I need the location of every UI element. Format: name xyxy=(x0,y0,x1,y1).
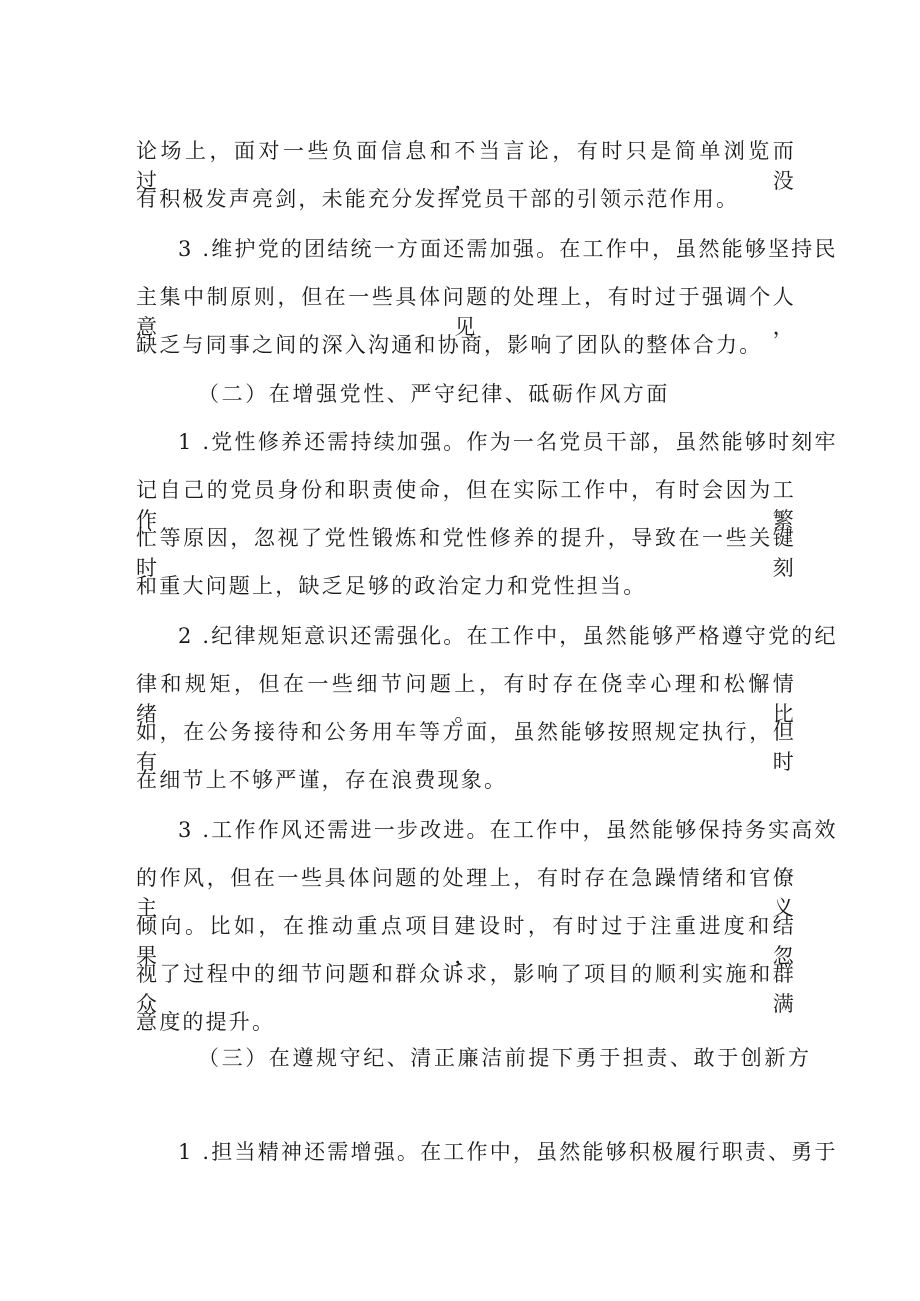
text-line: 2 .纪律规矩意识还需强化。在工作中，虽然能够严格遵守党的纪 xyxy=(178,624,838,648)
text-line: 3 .工作作风还需进一步改进。在工作中，虽然能够保持务实高效 xyxy=(178,818,838,842)
text-line: 主集中制原则，但在一些具体问题的处理上，有时过于强调个人意见， xyxy=(136,285,796,339)
text-line: 倾向。比如，在推动重点项目建设时，有时过于注重进度和结果，忽 xyxy=(136,914,796,968)
text-line: 如，在公务接待和公务用车等方面，虽然能够按照规定执行，但有时 xyxy=(136,720,796,774)
text-line: 1 .党性修养还需持续加强。作为一名党员干部，虽然能够时刻牢 xyxy=(178,430,838,454)
section-heading: （二）在增强党性、严守纪律、砥砺作风方面 xyxy=(198,382,670,406)
section-heading: （三）在遵规守纪、清正廉洁前提下勇于担责、敢于创新方 xyxy=(198,1046,812,1070)
text-line: 视了过程中的细节问题和群众诉求，影响了项目的顺利实施和群众满 xyxy=(136,962,796,1016)
text-line: 1 .担当精神还需增强。在工作中，虽然能够积极履行职责、勇于 xyxy=(178,1140,838,1164)
text-line: 3 .维护党的团结统一方面还需加强。在工作中，虽然能够坚持民 xyxy=(178,237,838,261)
text-line: 缺乏与同事之间的深入沟通和协商，影响了团队的整体合力。 xyxy=(136,333,763,357)
text-line: 记自己的党员身份和职责使命，但在实际工作中，有时会因为工作繁 xyxy=(136,478,796,532)
text-line: 的作风，但在一些具体问题的处理上，有时存在急躁情绪和官僚主义 xyxy=(136,866,796,920)
text-line: 有积极发声亮剑，未能充分发挥党员干部的引领示范作用。 xyxy=(136,187,740,211)
text-line: 在细节上不够严谨，存在浪费现象。 xyxy=(136,768,508,792)
text-line: 论场上，面对一些负面信息和不当言论，有时只是简单浏览而过，没 xyxy=(136,139,796,193)
text-line: 意度的提升。 xyxy=(136,1010,276,1034)
text-line: 和重大问题上，缺乏足够的政治定力和党性担当。 xyxy=(136,574,647,598)
text-line: 律和规矩，但在一些细节问题上，有时存在侥幸心理和松懈情绪。比 xyxy=(136,672,796,726)
text-line: 忙等原因，忽视了党性锻炼和党性修养的提升，导致在一些关键时刻 xyxy=(136,526,796,580)
